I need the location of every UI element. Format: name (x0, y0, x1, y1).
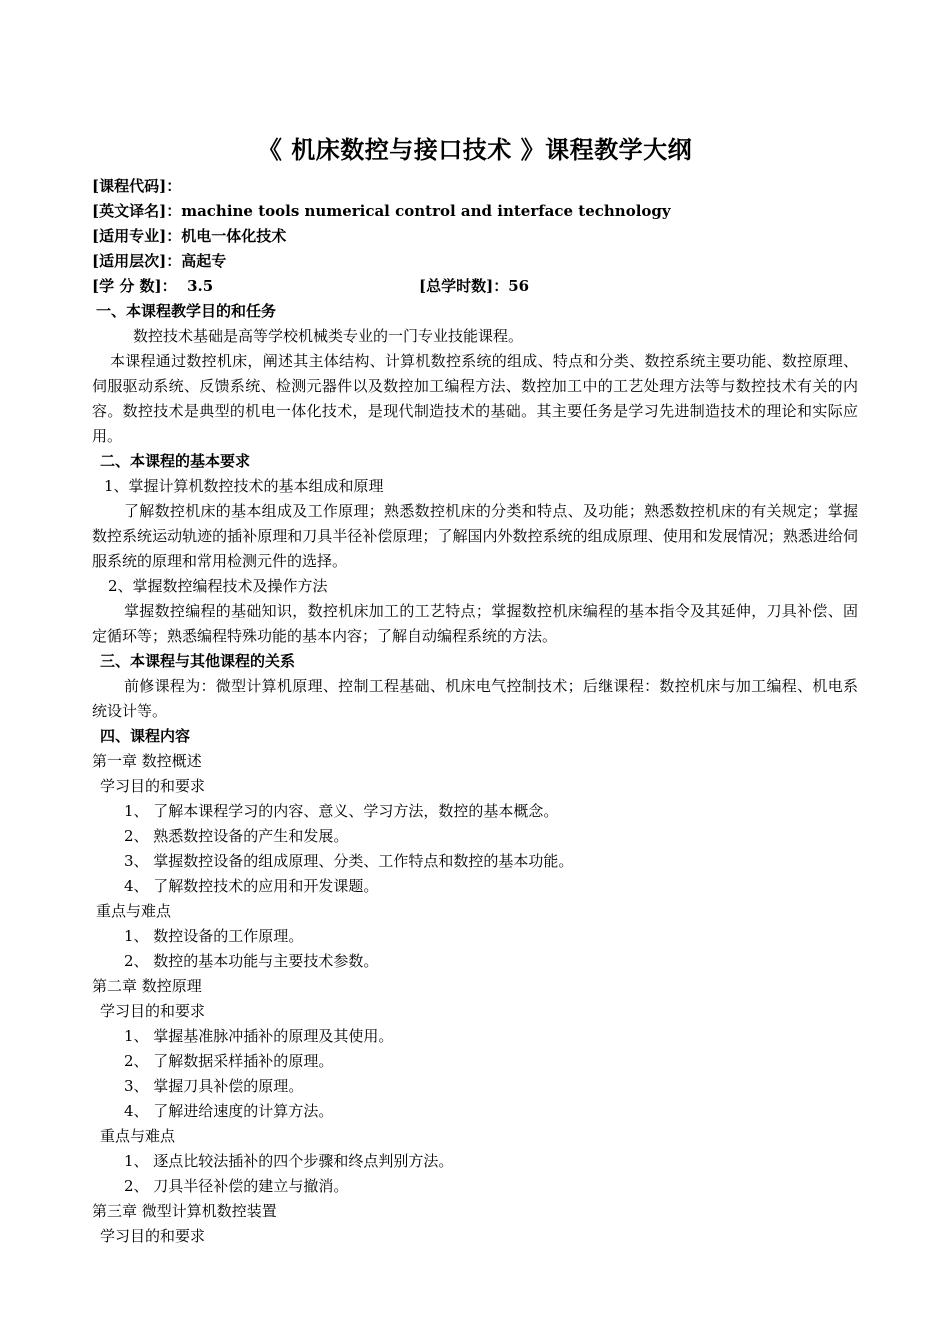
chapter-3-goals-heading: 学习目的和要求 (100, 1227, 206, 1245)
english-name-label: [英文译名]： (92, 202, 182, 220)
document-title: 《 机床数控与接口技术 》课程教学大纲 (257, 136, 693, 164)
chapter-2-key-heading: 重点与难点 (100, 1127, 176, 1145)
section2-item-2: 2、掌握数控编程技术及操作方法 (108, 577, 328, 595)
credit-value: 3.5 (187, 277, 214, 295)
total-hours (419, 274, 529, 299)
major-row (92, 224, 286, 249)
chapter-2-goal-2: 2、 了解数据采样插补的原理。 (124, 1052, 334, 1070)
chapter-1-goal-4: 4、 了解数控技术的应用和开发课题。 (124, 877, 379, 895)
level-label: [适用层次]： (92, 252, 182, 270)
level-value: 高起专 (181, 252, 227, 270)
chapter-1-key-2: 2、 数控的基本功能与主要技术参数。 (124, 952, 379, 970)
section-heading-1: 一、本课程教学目的和任务 (96, 302, 277, 320)
english-name-value: machine tools numerical control and interface technology (181, 202, 671, 220)
section-heading-3: 三、本课程与其他课程的关系 (100, 652, 296, 670)
hours-value: 56 (508, 277, 530, 295)
section-heading-4: 四、课程内容 (100, 727, 191, 745)
chapter-1-goal-3: 3、 掌握数控设备的组成原理、分类、工作特点和数控的基本功能。 (124, 852, 574, 870)
chapter-1-key-1: 1、 数控设备的工作原理。 (124, 927, 304, 945)
course-code-label: [课程代码]： (92, 177, 182, 195)
chapter-1-key-heading: 重点与难点 (96, 902, 172, 920)
course-code-row (92, 174, 181, 199)
credit-label: [学 分 数]： (92, 277, 177, 295)
chapter-3-title: 第三章 微型计算机数控装置 (92, 1202, 277, 1220)
english-name-row (92, 199, 671, 224)
chapter-2-goal-4: 4、 了解进给速度的计算方法。 (124, 1102, 334, 1120)
section-heading-2: 二、本课程的基本要求 (100, 452, 251, 470)
chapter-1-title: 第一章 数控概述 (92, 752, 202, 770)
chapter-1-goal-2: 2、 熟悉数控设备的产生和发展。 (124, 827, 349, 845)
chapter-2-goal-3: 3、 掌握刀具补偿的原理。 (124, 1077, 304, 1095)
chapter-2-key-2: 2、 刀具半径补偿的建立与撤消。 (124, 1177, 349, 1195)
hours-label: [总学时数]： (419, 277, 509, 295)
chapter-2-goal-1: 1、 掌握基准脉冲插补的原理及其使用。 (124, 1027, 394, 1045)
section3-paragraph: 前修课程为：微型计算机原理、控制工程基础、机床电气控制技术；后继课程：数控机床与加工编程、机电系统设计等。 (92, 677, 858, 720)
chapter-2-goals-heading: 学习目的和要求 (100, 1002, 206, 1020)
chapter-1-goals-heading: 学习目的和要求 (100, 777, 206, 795)
section2-paragraph-1: 了解数控机床的基本组成及工作原理；熟悉数控机床的分类和特点、及功能；熟悉数控机床的有关规定；掌握数控系统运动轨迹的插补原理和刀具半径补偿原理；了解国内外数控系统的组成原理、使用和发展情况；熟悉进给伺服系统的原理和常用检测元件的选择。 (92, 502, 858, 570)
chapter-2-title: 第二章 数控原理 (92, 977, 202, 995)
chapter-2-key-1: 1、 逐点比较法插补的四个步骤和终点判别方法。 (124, 1152, 454, 1170)
major-label: [适用专业]： (92, 227, 182, 245)
level-row (92, 249, 226, 274)
credit-hours-row (92, 274, 792, 299)
section1-intro: 数控技术基础是高等学校机械类专业的一门专业技能课程。 (133, 327, 524, 345)
major-value: 机电一体化技术 (181, 227, 287, 245)
section2-item-1: 1、掌握计算机数控技术的基本组成和原理 (104, 477, 384, 495)
section2-paragraph-2: 掌握数控编程的基础知识，数控机床加工的工艺特点；掌握数控机床编程的基本指令及其延伸，刀具补偿、固定循环等；熟悉编程特殊功能的基本内容；了解自动编程系统的方法。 (92, 602, 858, 645)
section1-paragraph: 本课程通过数控机床，阐述其主体结构、计算机数控系统的组成、特点和分类、数控系统主要功能、数控原理、伺服驱动系统、反馈系统、检测元器件以及数控加工编程方法、数控加工中的工艺处理方法等与数控技术有关的内容。数控技术是典型的机电一体化技术，是现代制造技术的基础。其主要任务是学习先进制造技术的理论和实际应用。 (92, 352, 858, 445)
chapter-1-goal-1: 1、 了解本课程学习的内容、意义、学习方法，数控的基本概念。 (124, 802, 559, 820)
